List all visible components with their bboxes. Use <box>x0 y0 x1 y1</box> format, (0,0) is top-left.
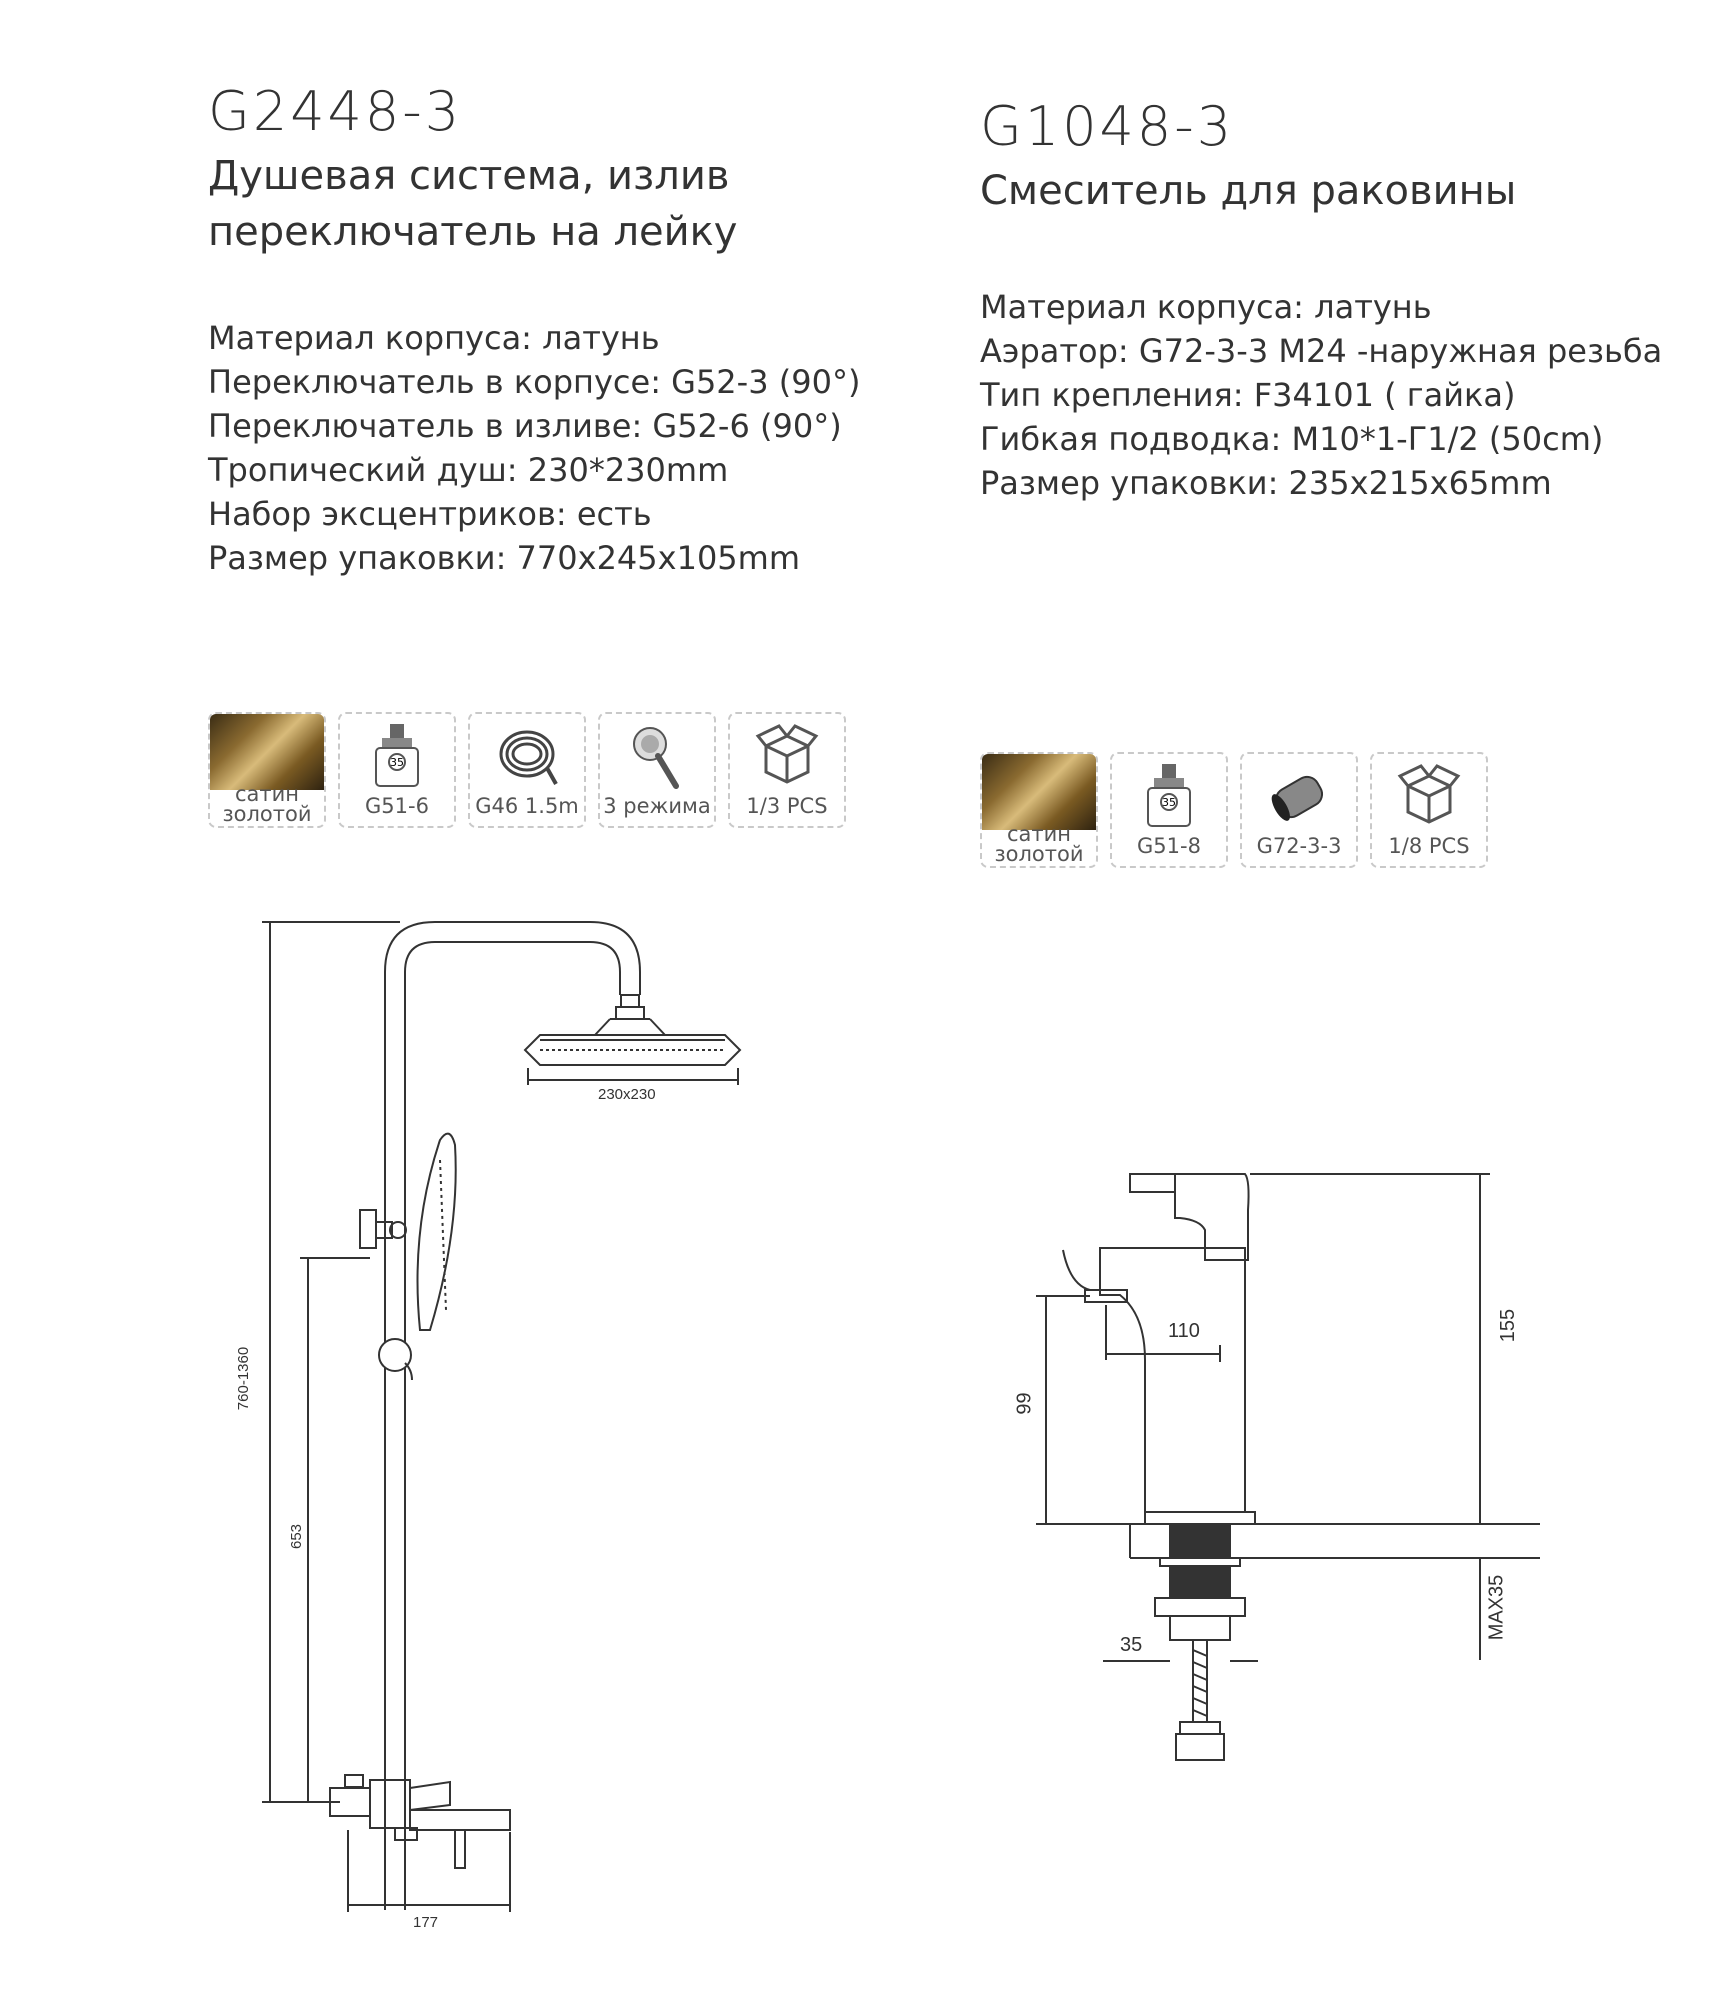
height-range-label: 760-1360 <box>235 1346 253 1411</box>
badge-label: G72-3-3 <box>1256 834 1342 858</box>
hand-shower <box>418 1134 456 1330</box>
spout-height-label: 99 <box>1013 1392 1036 1415</box>
max-thickness-label: MAX35 <box>1485 1574 1508 1641</box>
right-spec-line: Аэратор: G72-3-3 M24 -наружная резьба <box>980 332 1663 370</box>
hole-diameter-label: 35 <box>1120 1634 1143 1656</box>
left-model-title: G2448-3 <box>208 80 463 143</box>
cartridge-badge <box>1110 752 1228 868</box>
hose-icon <box>470 722 584 792</box>
hose-nut <box>1176 1734 1224 1760</box>
left-spec-line: Тропический душ: 230*230mm <box>208 451 729 489</box>
slide-holder <box>379 1339 411 1371</box>
box-icon <box>730 722 844 792</box>
basin-mixer-drawing <box>980 1140 1540 1820</box>
left-product-info <box>208 80 908 580</box>
left-specs-list <box>208 316 908 580</box>
left-subtitle-line-1: Душевая система, излив <box>208 153 730 199</box>
svg-text:35: 35 <box>390 756 404 769</box>
reach-label: 110 <box>1168 1320 1200 1342</box>
left-spec-line: Переключатель в корпусе: G52-3 (90°) <box>208 363 861 401</box>
right-product-info <box>980 95 1700 505</box>
left-spec-line: Набор эксцентриков: есть <box>208 495 652 533</box>
badge-label: сатин золотой <box>222 782 312 826</box>
bar-height-label: 653 <box>288 1523 306 1550</box>
left-spec-line: Материал корпуса: латунь <box>208 319 660 357</box>
right-spec-line: Размер упаковки: 235x215x65mm <box>980 464 1552 502</box>
shower-system-drawing <box>0 900 800 2000</box>
total-height-label: 155 <box>1497 1308 1520 1343</box>
badge-label: сатин золотой <box>994 822 1084 866</box>
right-subtitle-line-1: Смеситель для раковины <box>980 168 1517 214</box>
aerator-badge <box>1240 752 1358 868</box>
badge-label: G51-8 <box>1137 834 1201 858</box>
badge-label: G46 1.5m <box>475 794 579 818</box>
cartridge-icon <box>340 722 454 792</box>
hose-badge <box>468 712 586 828</box>
finish-badge <box>208 712 326 828</box>
cartridge-badge <box>338 712 456 828</box>
box-icon <box>1372 762 1486 832</box>
right-model-title: G1048-3 <box>980 95 1235 158</box>
right-subtitle <box>980 163 1700 219</box>
packaging-badge <box>1370 752 1488 868</box>
left-spec-line: Размер упаковки: 770x245x105mm <box>208 539 800 577</box>
left-spec-line: Переключатель в изливе: G52-6 (90°) <box>208 407 842 445</box>
cartridge-icon <box>1112 762 1226 832</box>
right-spec-line: Гибкая подводка: M10*1-Г1/2 (50cm) <box>980 420 1604 458</box>
hand-shower-icon <box>600 722 714 792</box>
riser-pipe <box>385 922 640 1910</box>
finish-swatch <box>982 754 1096 830</box>
left-subtitle <box>208 148 908 260</box>
right-spec-line: Тип крепления: F34101 ( гайка) <box>980 376 1516 414</box>
right-feature-badges <box>980 752 1488 868</box>
mounting-nut <box>1155 1598 1245 1616</box>
left-subtitle-line-2: переключатель на лейку <box>208 209 738 255</box>
head-size-label: 230x230 <box>598 1086 656 1103</box>
finish-swatch <box>210 714 324 790</box>
badge-label: 3 режима <box>603 794 711 818</box>
hand-shower-badge <box>598 712 716 828</box>
mixer-lever <box>410 1782 450 1810</box>
right-specs-list <box>980 285 1700 505</box>
mixer-body <box>1100 1248 1245 1512</box>
aerator-icon <box>1242 762 1356 832</box>
left-feature-badges <box>208 712 846 828</box>
right-spec-line: Материал корпуса: латунь <box>980 288 1432 326</box>
svg-text:35: 35 <box>1162 796 1176 809</box>
packaging-badge <box>728 712 846 828</box>
badge-label: G51-6 <box>365 794 429 818</box>
finish-badge <box>980 752 1098 868</box>
badge-label: 1/3 PCS <box>746 794 828 818</box>
spout-length-label: 177 <box>413 1914 439 1931</box>
bath-spout <box>410 1810 510 1830</box>
badge-label: 1/8 PCS <box>1388 834 1470 858</box>
